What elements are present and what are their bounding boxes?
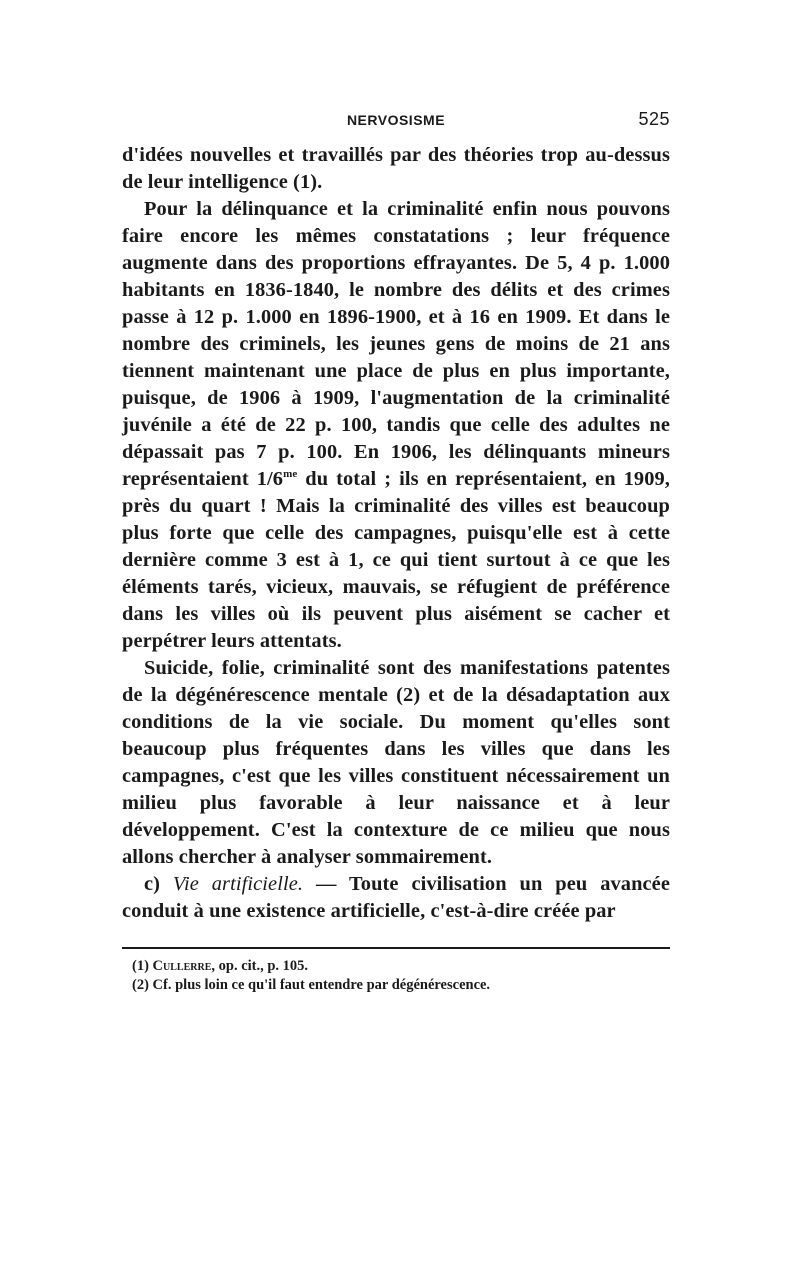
paragraph-1-text: d'idées nouvelles et travaillés par des théories trop au-dessus de leur intelligence (1). <box>122 144 670 193</box>
footnote-1 <box>122 957 670 976</box>
footnote-1-marker: (1) <box>132 958 153 974</box>
paragraph-2-text-b: du total ; ils en représentaient, en 1909, près du quart ! Mais la criminalité des villes est beaucoup plus forte que celle des campagnes, puisqu'elle est à cette dernière comme 3 est à 1, ce qui tient surtout à ce que les éléments tarés, vicieux, mauvais, se réfugient de préférence dans les villes où ils peuvent plus aisément se cacher et perpétrer leurs attentats. <box>122 468 670 652</box>
section-prefix: c) <box>144 873 173 895</box>
superscript-me: me <box>283 468 298 481</box>
paragraph-3 <box>122 655 670 871</box>
body-text <box>122 142 670 925</box>
paragraph-3-text: Suicide, folie, criminalité sont des manifestations patentes de la dégénérescence mentale (2) et de la désadaptation aux conditions de la vie sociale. Du moment qu'elles sont beaucoup plus fréquentes dans les villes que dans les campagnes, c'est que les villes constituent nécessairement un milieu plus favorable à leur naissance et à leur développement. C'est la contexture de ce milieu que nous allons chercher à analyser sommairement. <box>122 657 670 868</box>
page-number: 525 <box>638 109 670 129</box>
section-title: Vie artificielle. <box>172 873 304 895</box>
footnote-2-ref: Cf. plus loin ce qu'il faut entendre par dégénérescence. <box>152 977 491 993</box>
running-title: NERVOSISME <box>346 112 446 128</box>
section-text: — Toute civilisation un peu avancée conduit à une existence artificielle, c'est-à-dire créée par <box>122 873 670 922</box>
section-vie-artificielle <box>122 871 670 925</box>
footnote-2 <box>122 976 670 995</box>
running-head <box>122 109 670 142</box>
footnotes <box>122 957 670 995</box>
footnote-2-marker: (2) <box>132 977 153 993</box>
footnote-1-ref: , op. cit., p. 105. <box>211 958 309 974</box>
paragraph-2 <box>122 196 670 655</box>
footnote-divider <box>122 947 670 949</box>
paragraph-1 <box>122 142 670 196</box>
footnote-1-author: Cullerre <box>152 958 212 974</box>
book-page <box>122 109 670 995</box>
paragraph-2-text-a: Pour la délinquance et la criminalité enfin nous pouvons faire encore les mêmes constatations ; leur fréquence augmente dans des proportions effrayantes. De 5, 4 p. 1.000 habitants en 1836-1840, le nombre des délits et des crimes passe à 12 p. 1.000 en 1896-1900, et à 16 en 1909. Et dans le nombre des criminels, les jeunes gens de moins de 21 ans tiennent maintenant une place de plus en plus importante, puisque, de 1906 à 1909, l'augmentation de la criminalité juvénile a été de 22 p. 100, tandis que celle des adultes ne dépassait pas 7 p. 100. En 1906, les délinquants mineurs représentaient 1/6 <box>122 198 670 490</box>
